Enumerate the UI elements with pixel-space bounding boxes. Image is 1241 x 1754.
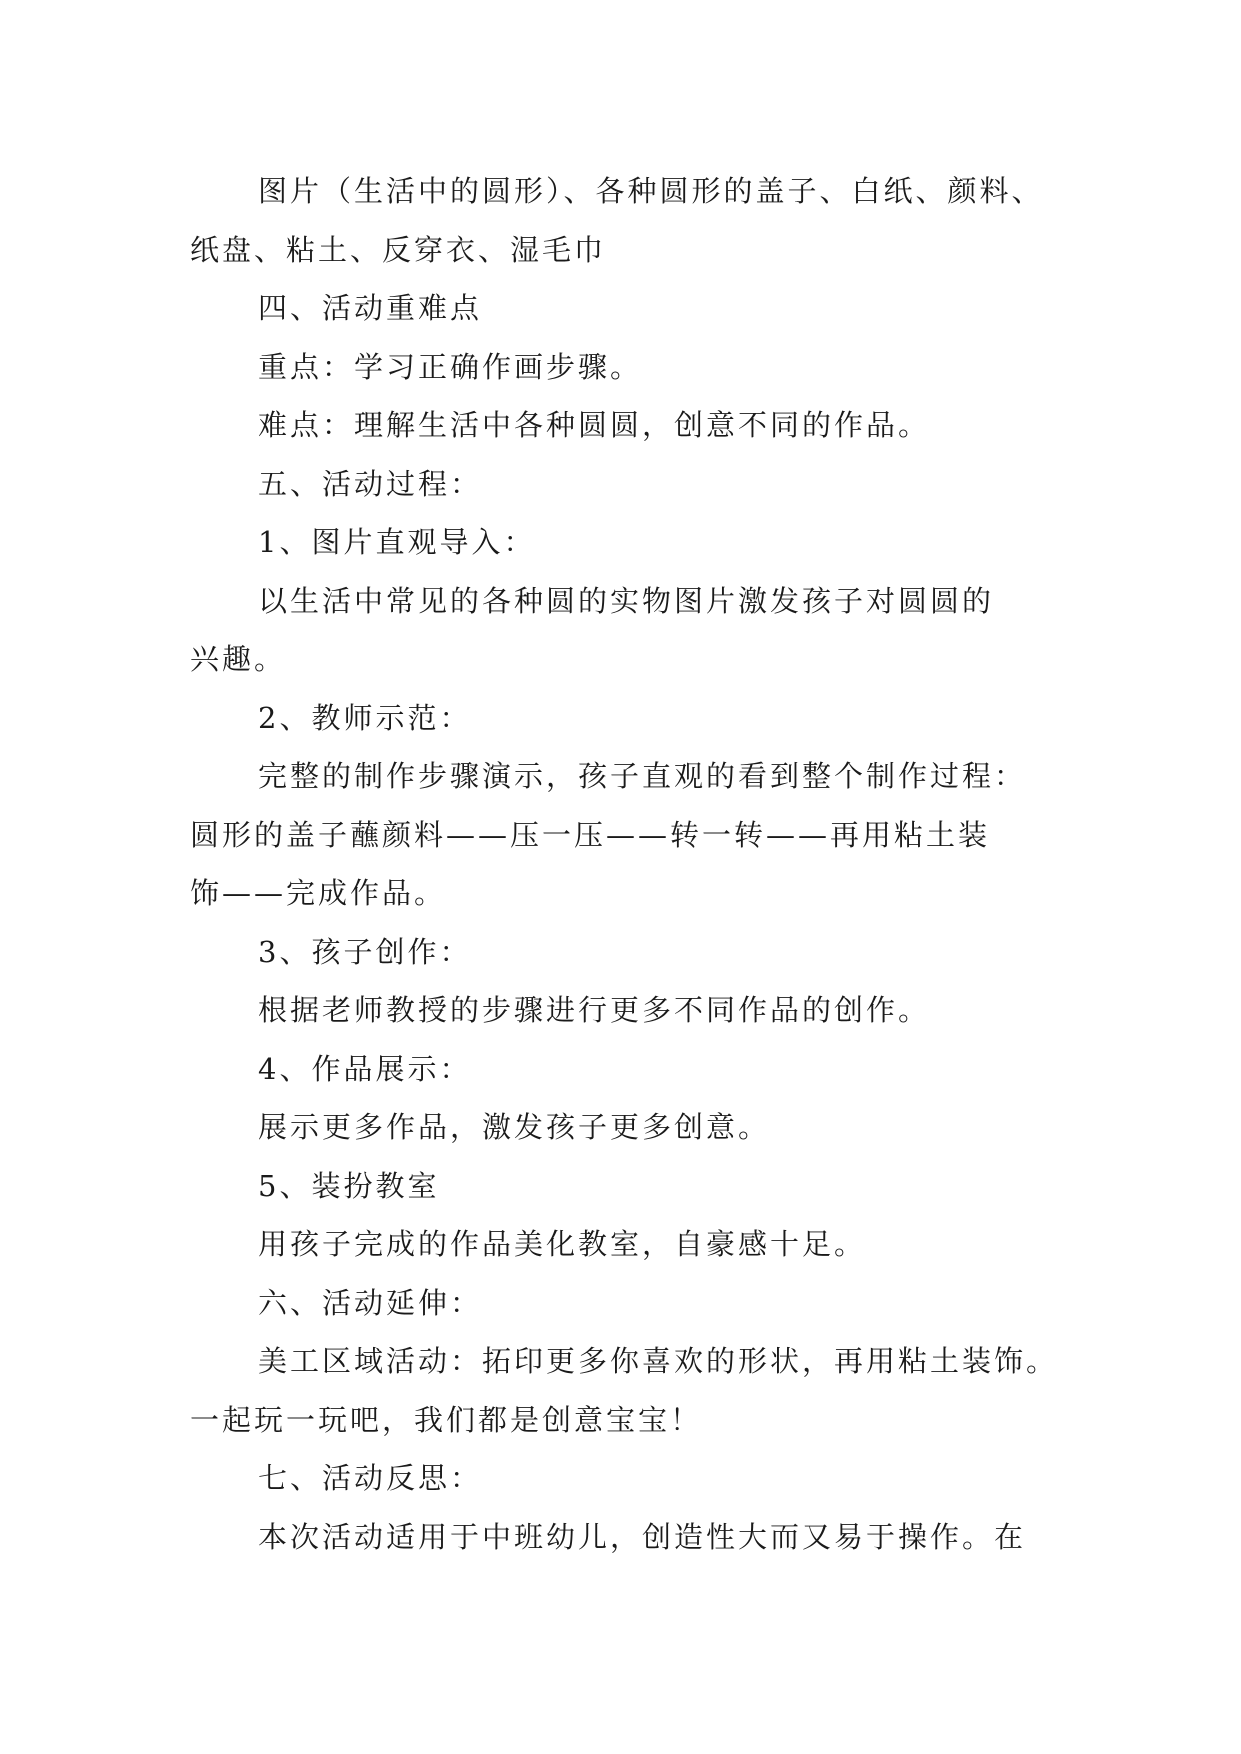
paragraph-line: 兴趣。	[190, 642, 287, 676]
paragraph-line: 重点：学习正确作画步骤。	[258, 349, 643, 384]
section-heading: 六、活动延伸：	[258, 1285, 483, 1320]
section-heading: 四、活动重难点	[258, 291, 483, 325]
paragraph-line: 难点：理解生活中各种圆圆，创意不同的作品。	[258, 408, 931, 442]
step-heading: 1、图片直观导入：	[258, 525, 536, 559]
paragraph-line: 完整的制作步骤演示，孩子直观的看到整个制作过程：	[258, 759, 1027, 793]
paragraph-line: 展示更多作品，激发孩子更多创意。	[258, 1110, 771, 1144]
step-heading: 2、教师示范：	[258, 700, 472, 735]
step-heading: 5、装扮教室	[258, 1168, 440, 1203]
paragraph-line: 以生活中常见的各种圆的实物图片激发孩子对圆圆的	[258, 583, 995, 618]
paragraph-line: 根据老师教授的步骤进行更多不同作品的创作。	[258, 993, 931, 1027]
document-body	[190, 162, 1070, 1566]
paragraph-line: 用孩子完成的作品美化教室，自豪感十足。	[258, 1227, 867, 1261]
step-heading: 4、作品展示：	[258, 1051, 472, 1086]
section-heading: 五、活动过程：	[258, 466, 483, 501]
paragraph-line: 美工区域活动：拓印更多你喜欢的形状，再用粘土装饰。	[258, 1344, 1059, 1378]
paragraph-line: 本次活动适用于中班幼儿，创造性大而又易于操作。在	[258, 1519, 1027, 1554]
step-heading: 3、孩子创作：	[258, 934, 472, 969]
section-heading: 七、活动反思：	[258, 1461, 483, 1495]
paragraph-line: 一起玩一玩吧，我们都是创意宝宝！	[190, 1402, 703, 1437]
paragraph-line: 圆形的盖子蘸颜料——压一压——转一转——再用粘土装	[190, 817, 991, 852]
paragraph-line: 纸盘、粘土、反穿衣、湿毛巾	[190, 232, 607, 267]
paragraph-line: 饰——完成作品。	[190, 876, 447, 910]
paragraph-line: 图片（生活中的圆形）、各种圆形的盖子、白纸、颜料、	[258, 174, 1044, 208]
